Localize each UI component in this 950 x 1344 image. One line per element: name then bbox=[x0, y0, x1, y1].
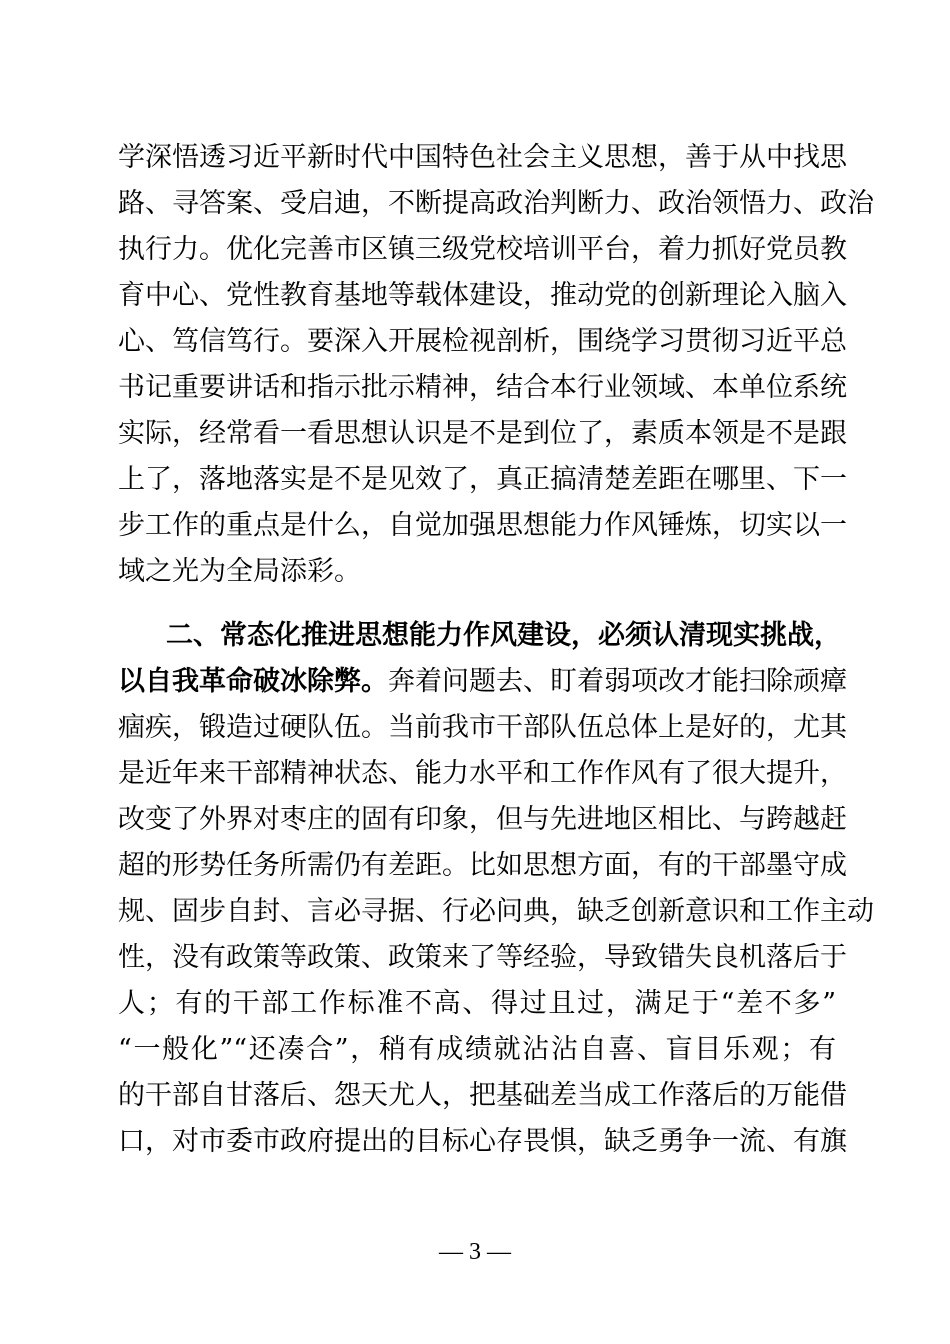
text-line: 路、寻答案、受启迪，不断提高政治判断力、政治领悟力、政治 bbox=[118, 188, 874, 219]
text-segment: 奔着问题去、盯着弱项改才能扫除顽瘴 bbox=[388, 666, 847, 697]
text-line: 域之光为全局添彩。 bbox=[118, 556, 361, 587]
text-line: 实际，经常看一看思想认识是不是到位了，素质本领是不是跟 bbox=[118, 418, 847, 449]
text-line: 性，没有政策等政策、政策来了等经验，导致错失良机落后于 bbox=[118, 942, 847, 973]
text-line: 步工作的重点是什么，自觉加强思想能力作风锤炼，切实以一 bbox=[118, 510, 847, 541]
paragraph-2 bbox=[118, 613, 874, 1165]
text-line: 的干部自甘落后、怨天尤人，把基础差当成工作落后的万能借 bbox=[118, 1080, 847, 1111]
text-line: 改变了外界对枣庄的固有印象，但与先进地区相比、与跨越赶 bbox=[118, 804, 847, 835]
text-line: 育中心、党性教育基地等载体建设，推动党的创新理论入脑入 bbox=[118, 280, 847, 311]
text-line: 上了，落地落实是不是见效了，真正搞清楚差距在哪里、下一 bbox=[118, 464, 847, 495]
page-number: — 3 — bbox=[439, 1239, 511, 1265]
text-line bbox=[118, 659, 847, 705]
document-body bbox=[118, 135, 874, 1165]
text-line: 是近年来干部精神状态、能力水平和工作作风有了很大提升， bbox=[118, 758, 847, 789]
section-heading-cont: 以自我革命破冰除弊。 bbox=[118, 666, 388, 697]
paragraph-1 bbox=[118, 135, 874, 595]
text-line: 心、笃信笃行。要深入开展检视剖析，围绕学习贯彻习近平总 bbox=[118, 326, 847, 357]
text-line: 学深悟透习近平新时代中国特色社会主义思想，善于从中找思 bbox=[118, 142, 847, 173]
text-line: 执行力。优化完善市区镇三级党校培训平台，着力抓好党员教 bbox=[118, 234, 847, 265]
text-line: 人；有的干部工作标准不高、得过且过，满足于“差不多” bbox=[118, 988, 836, 1019]
text-line: 口，对市委市政府提出的目标心存畏惧，缺乏勇争一流、有旗 bbox=[118, 1126, 847, 1157]
section-heading: 二、常态化推进思想能力作风建设，必须认清现实挑战， bbox=[166, 620, 841, 651]
text-line: 超的形势任务所需仍有差距。比如思想方面，有的干部墨守成 bbox=[118, 850, 847, 881]
text-line: 书记重要讲话和指示批示精神，结合本行业领域、本单位系统 bbox=[118, 372, 847, 403]
text-line: “一般化”“还凑合”，稍有成绩就沾沾自喜、盲目乐观；有 bbox=[118, 1034, 836, 1065]
text-line: 痼疾，锻造过硬队伍。当前我市干部队伍总体上是好的，尤其 bbox=[118, 712, 847, 743]
text-line: 规、固步自封、言必寻据、行必问典，缺乏创新意识和工作主动 bbox=[118, 896, 874, 927]
